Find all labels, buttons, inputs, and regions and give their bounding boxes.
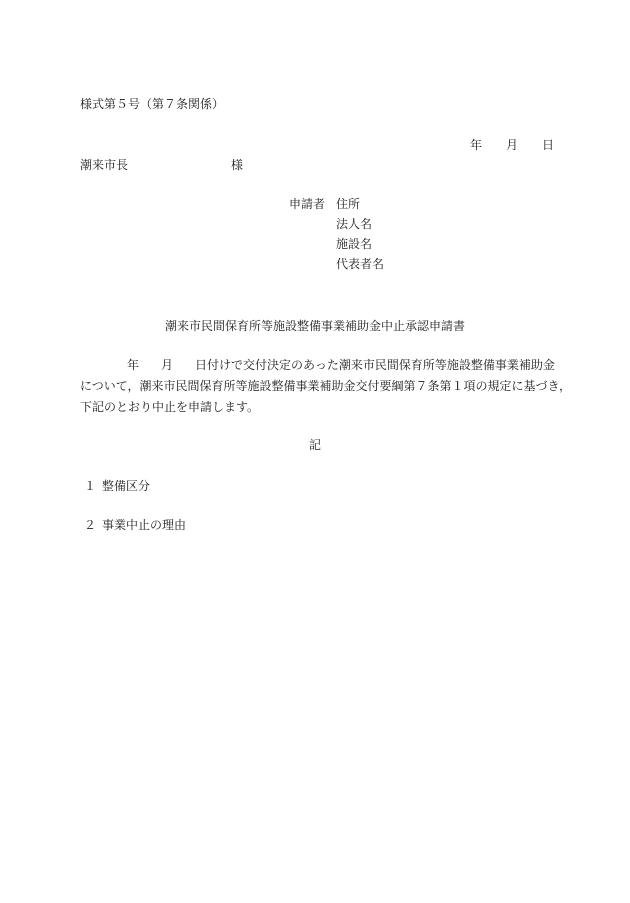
item-label: 整備区分: [102, 479, 151, 493]
body-year-label: 年: [127, 358, 140, 372]
applicant-field-representative: 代表者名: [336, 257, 385, 271]
body-line-1: [80, 355, 555, 376]
body-paragraph: [80, 355, 572, 418]
list-item: [84, 478, 150, 494]
date-day-label: 日: [542, 138, 555, 152]
date-year-label: 年: [470, 138, 483, 152]
addressee: [80, 157, 244, 173]
applicant-label: 申請者: [289, 197, 326, 211]
date-month-label: 月: [506, 138, 519, 152]
body-line-2: について，潮来市民間保育所等施設整備事業補助金交付要綱第７条第１項の規定に基づき，: [80, 379, 572, 393]
item-label: 事業中止の理由: [102, 518, 187, 532]
item-number: １: [84, 479, 97, 493]
addressee-name: 潮来市長: [80, 158, 129, 172]
document-title: 潮来市民間保育所等施設整備事業補助金中止承認申請書: [164, 319, 465, 333]
date-line: [470, 137, 554, 153]
body-line-3: 下記のとおり中止を申請します。: [80, 400, 260, 414]
body-line-1-text: 日付けで交付決定のあった潮来市民間保育所等施設整備事業補助金: [195, 358, 555, 372]
ki-heading: 記: [308, 438, 321, 452]
list-item: [84, 517, 186, 533]
form-number: 様式第５号（第７条関係）: [80, 97, 225, 111]
body-month-label: 月: [161, 358, 174, 372]
applicant-field-corporation: 法人名: [336, 217, 373, 231]
applicant-field-facility: 施設名: [336, 237, 373, 251]
addressee-honorific: 様: [231, 158, 244, 172]
applicant-field-address: 住所: [336, 197, 361, 211]
item-number: ２: [84, 518, 97, 532]
